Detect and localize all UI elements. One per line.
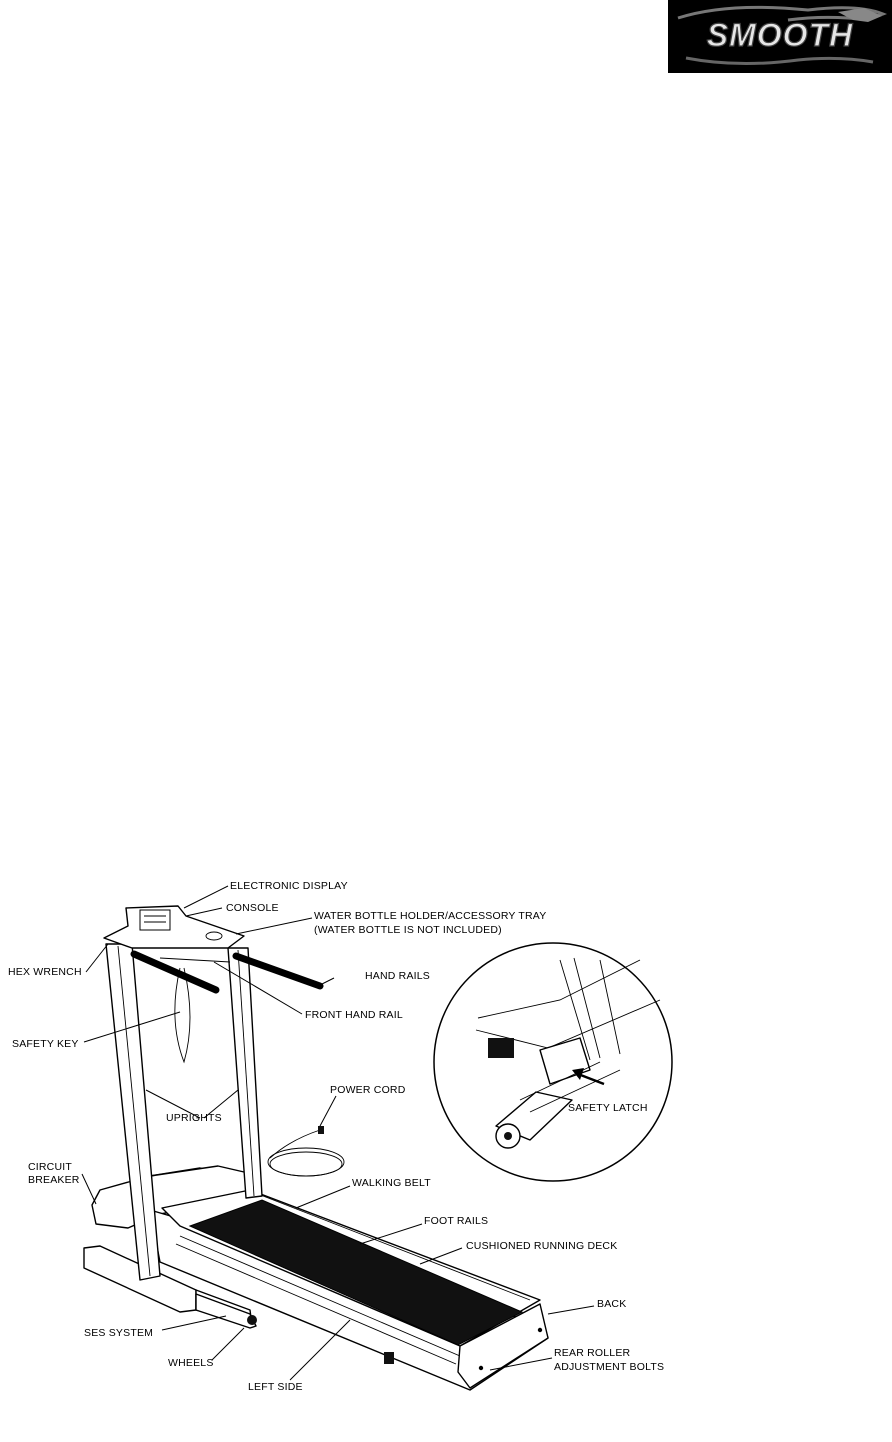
label-uprights: UPRIGHTS — [166, 1112, 222, 1124]
label-water-bottle-holder: WATER BOTTLE HOLDER/ACCESSORY TRAY — [314, 910, 547, 922]
label-electronic-display: ELECTRONIC DISPLAY — [230, 880, 348, 892]
label-circuit: CIRCUIT — [28, 1161, 72, 1173]
label-hand-rails: HAND RAILS — [365, 970, 431, 982]
label-front-hand-rail: FRONT HAND RAIL — [305, 1009, 403, 1021]
label-ses-system: SES SYSTEM — [84, 1327, 154, 1339]
label-back: BACK — [597, 1298, 627, 1310]
label-breaker: BREAKER — [28, 1174, 80, 1186]
label-power-cord: POWER CORD — [330, 1084, 406, 1096]
label-wheels: WHEELS — [168, 1357, 214, 1369]
label-foot-rails: FOOT RAILS — [424, 1215, 489, 1227]
safety-latch-inset — [434, 943, 672, 1181]
label-console: CONSOLE — [226, 902, 279, 914]
treadmill-diagram — [0, 855, 892, 1437]
label-cushioned-running-deck: CUSHIONED RUNNING DECK — [466, 1240, 618, 1252]
label-safety-key: SAFETY KEY — [12, 1038, 79, 1050]
label-hex-wrench: HEX WRENCH — [8, 966, 82, 978]
svg-text:SMOOTH: SMOOTH — [706, 17, 854, 53]
label-adjustment-bolts: ADJUSTMENT BOLTS — [554, 1361, 665, 1373]
label-walking-belt: WALKING BELT — [352, 1177, 431, 1189]
label-water-bottle-note: (WATER BOTTLE IS NOT INCLUDED) — [314, 924, 502, 936]
smooth-logo-graphic — [668, 0, 892, 73]
label-safety-latch: SAFETY LATCH — [568, 1102, 648, 1114]
smooth-logo — [668, 0, 892, 73]
treadmill-illustration — [0, 855, 892, 1437]
label-rear-roller: REAR ROLLER — [554, 1347, 631, 1359]
label-left-side: LEFT SIDE — [248, 1381, 303, 1393]
